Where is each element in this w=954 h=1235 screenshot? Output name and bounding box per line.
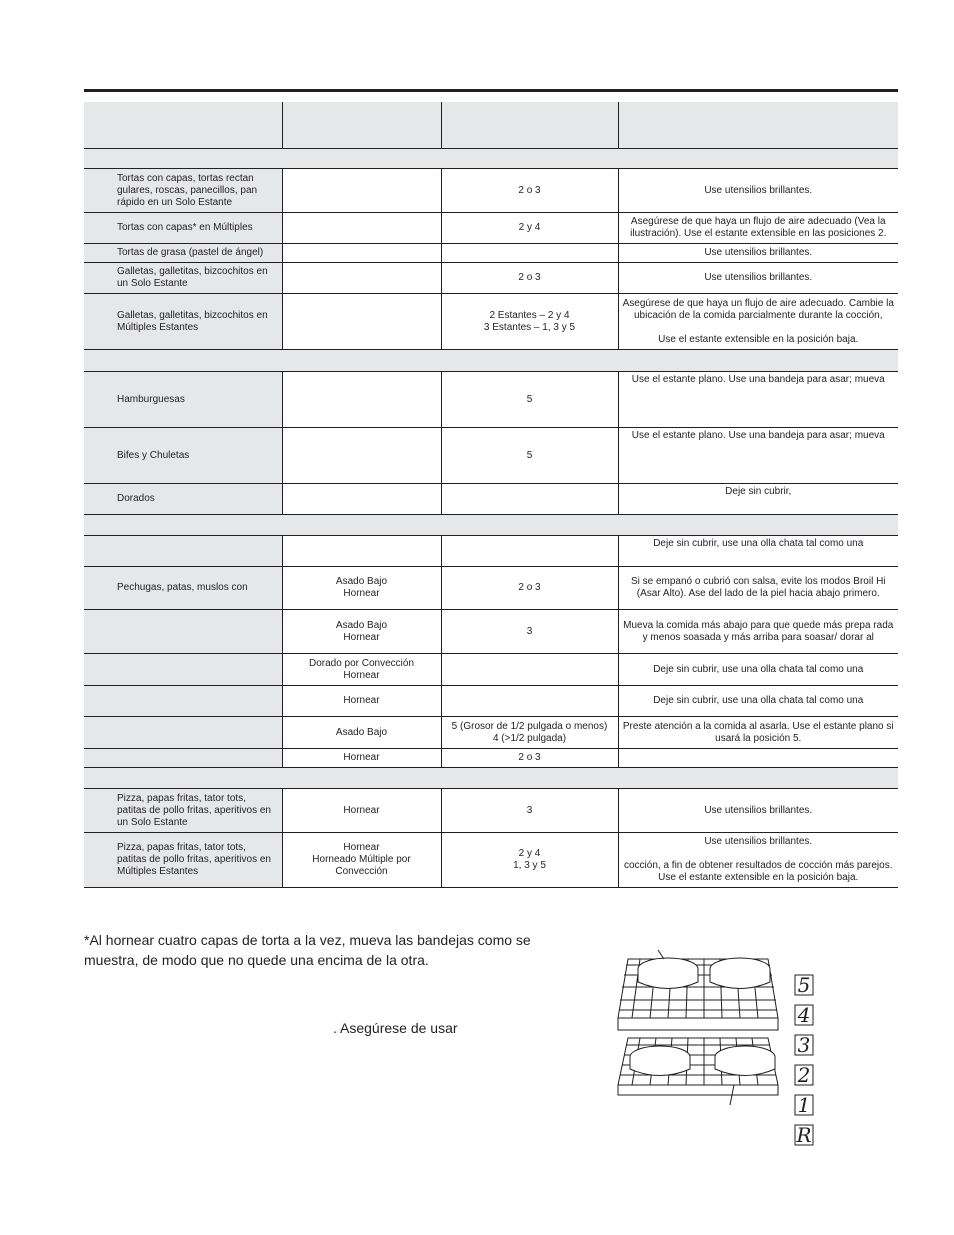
column-header xyxy=(282,102,441,149)
rack-position-cell xyxy=(441,686,618,717)
mode-cell xyxy=(282,294,441,350)
table-row xyxy=(84,244,898,263)
food-cell: Pizza, papas fritas, tator tots, patitas de pollo fritas, aperitivos en un Solo Estante xyxy=(84,789,282,833)
rack-position-cell: 2 o 3 xyxy=(441,749,618,768)
mode-cell: Asado Bajo Hornear xyxy=(282,610,441,654)
section-header-cell xyxy=(84,515,898,536)
mode-cell xyxy=(282,536,441,567)
food-cell: Hamburguesas xyxy=(84,372,282,428)
mode-cell: Asado Bajo Hornear xyxy=(282,567,441,610)
notes-cell: Preste atención a la comida al asarla. Use el estante plano si usará la posición 5. xyxy=(618,717,898,749)
rack-position-labels xyxy=(795,973,813,1147)
column-header xyxy=(84,102,282,149)
rack-position-cell: 3 xyxy=(441,610,618,654)
table-row xyxy=(84,654,898,686)
food-cell: Galletas, galletitas, bizcochitos en Múltiples Estantes xyxy=(84,294,282,350)
rack-position-cell: 3 xyxy=(441,789,618,833)
column-header xyxy=(441,102,618,149)
table-row xyxy=(84,717,898,749)
mode-cell xyxy=(282,372,441,428)
column-header xyxy=(618,102,898,149)
lower-rack xyxy=(618,1038,778,1105)
rack-label-4: 4 xyxy=(797,1003,811,1027)
table-row xyxy=(84,536,898,567)
rack-position-cell: 5 xyxy=(441,372,618,428)
rack-label-5: 5 xyxy=(797,973,811,997)
food-cell: Tortas con capas, tortas rectan gulares, roscas, panecillos, pan rápido en un Solo Estante xyxy=(84,169,282,213)
section-header-cell xyxy=(84,350,898,372)
rack-label-r: R xyxy=(796,1123,812,1147)
rack-position-cell xyxy=(441,536,618,567)
mode-cell xyxy=(282,169,441,213)
food-cell: Dorados xyxy=(84,484,282,515)
food-cell: Pechugas, patas, muslos con xyxy=(84,567,282,610)
table-header-row xyxy=(84,102,898,149)
food-cell xyxy=(84,536,282,567)
rack-position-diagram xyxy=(600,945,830,1150)
mode-cell: Hornear xyxy=(282,789,441,833)
cooking-guide-table xyxy=(84,102,898,888)
food-cell xyxy=(84,610,282,654)
notes-cell: Use utensilios brillantes. cocción, a fin de obtener resultados de cocción más parejos. Use el estante extensible en la posición baja. xyxy=(618,833,898,888)
food-cell: Galletas, galletitas, bizcochitos en un Solo Estante xyxy=(84,263,282,294)
rack-position-cell xyxy=(441,244,618,263)
section-header-cell xyxy=(84,768,898,789)
top-rule xyxy=(84,89,898,92)
partial-note: . Asegúrese de usar xyxy=(333,1020,458,1036)
mode-cell: Asado Bajo xyxy=(282,717,441,749)
notes-cell: Asegúrese de que haya un flujo de aire adecuado. Cambie la ubicación de la comida parcialmente durante la cocción, Use el estante extensible en la posición baja. xyxy=(618,294,898,350)
rack-position-cell: 2 o 3 xyxy=(441,567,618,610)
rack-position-cell: 2 y 4 xyxy=(441,213,618,244)
upper-rack xyxy=(618,950,778,1030)
notes-cell: Use el estante plano. Use una bandeja para asar; mueva xyxy=(618,428,898,484)
food-cell: Bifes y Chuletas xyxy=(84,428,282,484)
notes-cell: Use el estante plano. Use una bandeja para asar; mueva xyxy=(618,372,898,428)
notes-cell: Asegúrese de que haya un flujo de aire adecuado (Vea la ilustración). Use el estante extensible en las posiciones 2. xyxy=(618,213,898,244)
rack-position-cell: 5 (Grosor de 1/2 pulgada o menos) 4 (>1/2 pulgada) xyxy=(441,717,618,749)
section-header-row xyxy=(84,768,898,789)
rack-position-cell xyxy=(441,654,618,686)
table-row xyxy=(84,567,898,610)
mode-cell: Hornear Horneado Múltiple por Convección xyxy=(282,833,441,888)
table-row xyxy=(84,833,898,888)
rack-label-1: 1 xyxy=(797,1093,811,1117)
food-cell xyxy=(84,749,282,768)
notes-cell: Use utensilios brillantes. xyxy=(618,169,898,213)
table-row xyxy=(84,263,898,294)
rack-position-cell: 2 Estantes – 2 y 4 3 Estantes – 1, 3 y 5 xyxy=(441,294,618,350)
rack-position-cell: 5 xyxy=(441,428,618,484)
table-row xyxy=(84,169,898,213)
mode-cell: Dorado por Convección Hornear xyxy=(282,654,441,686)
food-cell: Pizza, papas fritas, tator tots, patitas de pollo fritas, aperitivos en Múltiples Estantes xyxy=(84,833,282,888)
notes-cell: Use utensilios brillantes. xyxy=(618,789,898,833)
mode-cell xyxy=(282,244,441,263)
rack-position-cell: 2 o 3 xyxy=(441,169,618,213)
notes-cell: Deje sin cubrir, use una olla chata tal como una xyxy=(618,654,898,686)
section-header-row xyxy=(84,350,898,372)
section-header-row xyxy=(84,515,898,536)
rack-label-3: 3 xyxy=(797,1033,811,1057)
mode-cell xyxy=(282,428,441,484)
notes-cell: Deje sin cubrir, xyxy=(618,484,898,515)
table-row xyxy=(84,749,898,768)
rack-position-cell: 2 o 3 xyxy=(441,263,618,294)
food-cell: Tortas de grasa (pastel de ángel) xyxy=(84,244,282,263)
food-cell xyxy=(84,686,282,717)
rack-position-cell: 2 y 4 1, 3 y 5 xyxy=(441,833,618,888)
mode-cell: Hornear xyxy=(282,749,441,768)
section-header-cell xyxy=(84,149,898,169)
notes-cell: Use utensilios brillantes. xyxy=(618,263,898,294)
notes-cell: Deje sin cubrir, use una olla chata tal como una xyxy=(618,686,898,717)
notes-cell xyxy=(618,749,898,768)
footnote-text: *Al hornear cuatro capas de torta a la vez, mueva las bandejas como se muestra, de modo que no quede una encima de la otra. xyxy=(84,932,531,968)
food-cell: Tortas con capas* en Múltiples xyxy=(84,213,282,244)
rack-label-2: 2 xyxy=(797,1063,811,1087)
table-row xyxy=(84,428,898,484)
table-row xyxy=(84,789,898,833)
table-row xyxy=(84,484,898,515)
table-row xyxy=(84,610,898,654)
mode-cell: Hornear xyxy=(282,686,441,717)
notes-cell: Si se empanó o cubrió con salsa, evite los modos Broil Hi (Asar Alto). Ase del lado de la piel hacia abajo primero. xyxy=(618,567,898,610)
section-header-row xyxy=(84,149,898,169)
mode-cell xyxy=(282,263,441,294)
food-cell xyxy=(84,654,282,686)
table-row xyxy=(84,213,898,244)
notes-cell: Deje sin cubrir, use una olla chata tal como una xyxy=(618,536,898,567)
mode-cell xyxy=(282,484,441,515)
table-row xyxy=(84,372,898,428)
table-row xyxy=(84,294,898,350)
table-row xyxy=(84,686,898,717)
rack-position-cell xyxy=(441,484,618,515)
mode-cell xyxy=(282,213,441,244)
food-cell xyxy=(84,717,282,749)
notes-cell: Use utensilios brillantes. xyxy=(618,244,898,263)
notes-cell: Mueva la comida más abajo para que quede más prepa rada y menos soasada y más arriba para soasar/ dorar al xyxy=(618,610,898,654)
